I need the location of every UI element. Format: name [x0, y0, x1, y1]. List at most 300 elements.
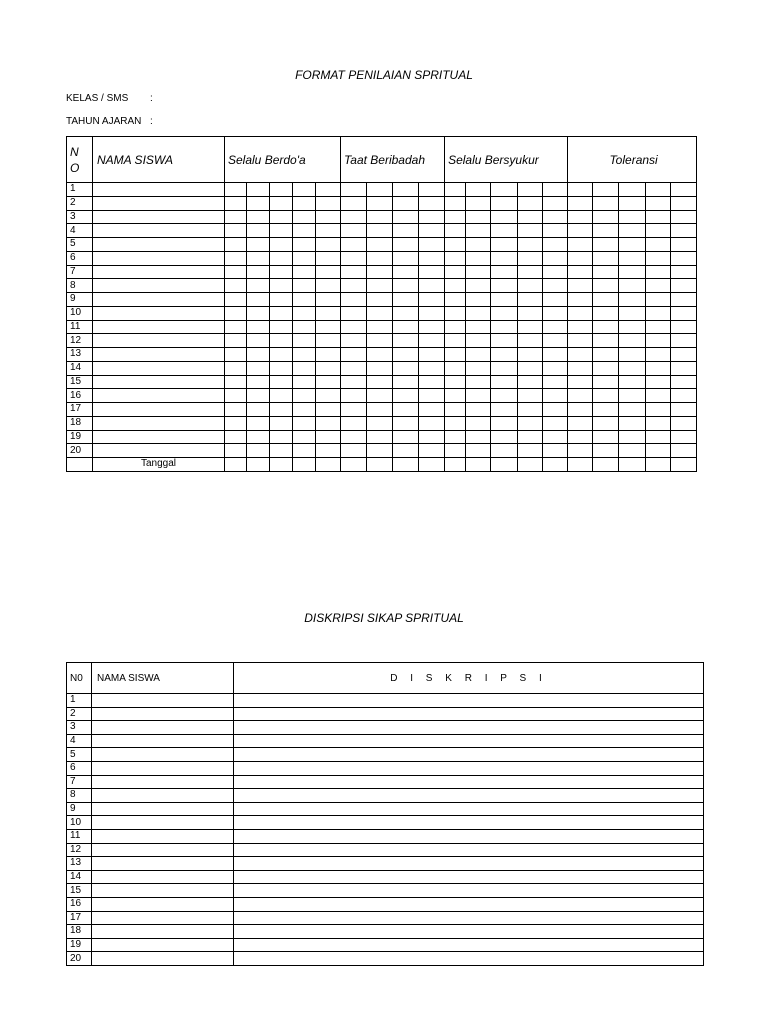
score-cell [316, 293, 341, 307]
score-cell [316, 361, 341, 375]
kelas-colon: : [150, 93, 153, 104]
score-cell [543, 196, 568, 210]
score-cell [466, 444, 491, 458]
score-cell [619, 375, 646, 389]
score-cell [393, 183, 419, 197]
score-cell [316, 265, 341, 279]
row-number: 4 [67, 224, 93, 238]
score-cell [316, 334, 341, 348]
score-cell [518, 389, 543, 403]
score-cell [419, 293, 445, 307]
score-cell [293, 430, 316, 444]
score-cell [466, 238, 491, 252]
description-row [67, 748, 704, 762]
student-name-cell [92, 721, 234, 735]
description-cell [234, 816, 704, 830]
score-cell [671, 375, 697, 389]
description-row [67, 775, 704, 789]
score-cell [445, 320, 466, 334]
score-cell [593, 183, 619, 197]
score-cell [270, 320, 293, 334]
score-cell [367, 320, 393, 334]
score-cell [646, 416, 671, 430]
score-cell [419, 265, 445, 279]
row-number: 11 [67, 829, 92, 843]
score-cell [646, 320, 671, 334]
row-number: 19 [67, 430, 93, 444]
assessment-table [66, 136, 697, 472]
score-cell [466, 196, 491, 210]
score-cell [225, 348, 247, 362]
description-cell [234, 952, 704, 966]
assessment-row [67, 416, 697, 430]
score-cell [646, 293, 671, 307]
score-cell [445, 251, 466, 265]
score-cell [593, 251, 619, 265]
score-cell [568, 279, 593, 293]
score-cell [225, 430, 247, 444]
score-cell [543, 224, 568, 238]
score-cell [419, 416, 445, 430]
score-cell [619, 293, 646, 307]
score-cell [225, 279, 247, 293]
assessment-row [67, 320, 697, 334]
score-cell [270, 389, 293, 403]
score-cell [518, 210, 543, 224]
description-row [67, 707, 704, 721]
score-cell [270, 210, 293, 224]
score-cell [593, 306, 619, 320]
score-cell [619, 251, 646, 265]
score-cell [619, 416, 646, 430]
student-name-cell [93, 320, 225, 334]
score-cell [491, 361, 518, 375]
score-cell [419, 238, 445, 252]
description-row [67, 911, 704, 925]
score-cell [419, 430, 445, 444]
score-cell [419, 334, 445, 348]
score-cell [225, 375, 247, 389]
score-cell [316, 375, 341, 389]
header-nama-siswa: NAMA SISWA [92, 663, 234, 694]
score-cell [568, 320, 593, 334]
row-number: 2 [67, 707, 92, 721]
score-cell [341, 320, 367, 334]
student-name-cell [93, 196, 225, 210]
score-cell [593, 210, 619, 224]
score-cell [393, 265, 419, 279]
score-cell [518, 334, 543, 348]
score-cell [543, 348, 568, 362]
score-cell [518, 251, 543, 265]
score-cell [247, 224, 270, 238]
score-cell [619, 183, 646, 197]
student-name-cell [92, 952, 234, 966]
score-cell [593, 238, 619, 252]
score-cell [393, 458, 419, 472]
score-cell [247, 375, 270, 389]
score-cell [619, 238, 646, 252]
score-cell [293, 238, 316, 252]
description-cell [234, 707, 704, 721]
score-cell [445, 361, 466, 375]
score-cell [593, 293, 619, 307]
student-name-cell [93, 306, 225, 320]
student-name-cell [92, 911, 234, 925]
row-number: 10 [67, 306, 93, 320]
score-cell [293, 265, 316, 279]
score-cell [619, 361, 646, 375]
score-cell [619, 210, 646, 224]
score-cell [316, 279, 341, 293]
header-selalu-bersyukur: Selalu Bersyukur [445, 137, 568, 183]
score-cell [671, 348, 697, 362]
score-cell [293, 416, 316, 430]
description-table [66, 662, 704, 966]
score-cell [646, 210, 671, 224]
score-cell [225, 320, 247, 334]
score-cell [491, 210, 518, 224]
score-cell [367, 375, 393, 389]
score-cell [316, 210, 341, 224]
score-cell [316, 416, 341, 430]
header-nama-siswa: NAMA SISWA [93, 137, 225, 183]
score-cell [568, 251, 593, 265]
score-cell [543, 265, 568, 279]
score-cell [419, 458, 445, 472]
row-number: 13 [67, 348, 93, 362]
student-name-cell [92, 897, 234, 911]
assessment-header-row [67, 137, 697, 183]
score-cell [466, 403, 491, 417]
row-number: 15 [67, 375, 93, 389]
score-cell [445, 183, 466, 197]
score-cell [593, 375, 619, 389]
score-cell [593, 361, 619, 375]
score-cell [593, 348, 619, 362]
student-name-cell [93, 293, 225, 307]
description-cell [234, 857, 704, 871]
score-cell [491, 238, 518, 252]
score-cell [466, 416, 491, 430]
score-cell [393, 196, 419, 210]
score-cell [568, 334, 593, 348]
score-cell [247, 348, 270, 362]
score-cell [247, 265, 270, 279]
score-cell [646, 224, 671, 238]
student-name-cell [92, 694, 234, 708]
score-cell [316, 238, 341, 252]
row-number: 8 [67, 789, 92, 803]
score-cell [293, 334, 316, 348]
score-cell [671, 210, 697, 224]
row-number: 2 [67, 196, 93, 210]
header-toleransi: Toleransi [568, 137, 697, 183]
score-cell [593, 320, 619, 334]
score-cell [367, 334, 393, 348]
score-cell [543, 183, 568, 197]
score-cell [671, 224, 697, 238]
score-cell [247, 238, 270, 252]
score-cell [393, 430, 419, 444]
kelas-label: KELAS / SMS [66, 93, 129, 104]
score-cell [419, 348, 445, 362]
score-cell [270, 458, 293, 472]
row-number: 11 [67, 320, 93, 334]
score-cell [593, 389, 619, 403]
score-cell [341, 196, 367, 210]
row-number: 20 [67, 444, 93, 458]
score-cell [367, 458, 393, 472]
tanggal-label: Tanggal [93, 458, 225, 472]
score-cell [671, 444, 697, 458]
score-cell [393, 403, 419, 417]
score-cell [225, 361, 247, 375]
score-cell [270, 361, 293, 375]
score-cell [466, 375, 491, 389]
score-cell [568, 458, 593, 472]
score-cell [316, 430, 341, 444]
score-cell [393, 210, 419, 224]
score-cell [543, 403, 568, 417]
student-name-cell [93, 430, 225, 444]
score-cell [247, 444, 270, 458]
score-cell [619, 320, 646, 334]
score-cell [225, 265, 247, 279]
score-cell [466, 334, 491, 348]
student-name-cell [93, 210, 225, 224]
student-name-cell [93, 389, 225, 403]
score-cell [619, 430, 646, 444]
score-cell [518, 196, 543, 210]
score-cell [367, 224, 393, 238]
student-name-cell [93, 403, 225, 417]
description-cell [234, 911, 704, 925]
row-number: 6 [67, 761, 92, 775]
score-cell [247, 416, 270, 430]
assessment-row [67, 279, 697, 293]
score-cell [593, 196, 619, 210]
score-cell [293, 251, 316, 265]
student-name-cell [92, 857, 234, 871]
score-cell [646, 251, 671, 265]
score-cell [568, 389, 593, 403]
student-name-cell [92, 775, 234, 789]
assessment-row [67, 444, 697, 458]
score-cell [568, 183, 593, 197]
score-cell [293, 279, 316, 293]
score-cell [270, 265, 293, 279]
student-name-cell [92, 884, 234, 898]
assessment-title: FORMAT PENILAIAN SPRITUAL [295, 68, 473, 82]
score-cell [225, 196, 247, 210]
score-cell [543, 238, 568, 252]
header-no: N0 [67, 663, 92, 694]
header-no: N O [67, 137, 93, 183]
score-cell [593, 265, 619, 279]
score-cell [593, 279, 619, 293]
score-cell [247, 458, 270, 472]
score-cell [646, 306, 671, 320]
score-cell [367, 279, 393, 293]
score-cell [247, 320, 270, 334]
tahun-ajaran-label: TAHUN AJARAN [66, 116, 142, 127]
score-cell [393, 389, 419, 403]
row-number: 16 [67, 897, 92, 911]
score-cell [518, 375, 543, 389]
score-cell [619, 265, 646, 279]
score-cell [466, 389, 491, 403]
tahun-ajaran-colon: : [150, 116, 153, 127]
score-cell [619, 334, 646, 348]
kelas-line [66, 93, 153, 104]
score-cell [247, 183, 270, 197]
score-cell [341, 334, 367, 348]
student-name-cell [92, 748, 234, 762]
student-name-cell [92, 870, 234, 884]
score-cell [619, 306, 646, 320]
score-cell [593, 224, 619, 238]
score-cell [518, 416, 543, 430]
score-cell [341, 293, 367, 307]
score-cell [341, 265, 367, 279]
score-cell [568, 210, 593, 224]
score-cell [646, 196, 671, 210]
score-cell [341, 183, 367, 197]
score-cell [593, 334, 619, 348]
score-cell [367, 430, 393, 444]
score-cell [671, 320, 697, 334]
score-cell [491, 251, 518, 265]
score-cell [393, 320, 419, 334]
description-cell [234, 884, 704, 898]
assessment-row [67, 210, 697, 224]
score-cell [270, 238, 293, 252]
description-cell [234, 775, 704, 789]
description-cell [234, 721, 704, 735]
score-cell [270, 196, 293, 210]
score-cell [393, 361, 419, 375]
score-cell [225, 251, 247, 265]
description-cell [234, 829, 704, 843]
score-cell [393, 375, 419, 389]
score-cell [445, 210, 466, 224]
score-cell [671, 334, 697, 348]
score-cell [341, 375, 367, 389]
score-cell [518, 279, 543, 293]
score-cell [491, 430, 518, 444]
score-cell [225, 334, 247, 348]
score-cell [518, 265, 543, 279]
score-cell [419, 224, 445, 238]
score-cell [543, 361, 568, 375]
score-cell [518, 403, 543, 417]
score-cell [466, 306, 491, 320]
student-name-cell [92, 843, 234, 857]
description-row [67, 789, 704, 803]
score-cell [316, 251, 341, 265]
score-cell [445, 196, 466, 210]
row-number: 14 [67, 361, 93, 375]
score-cell [619, 389, 646, 403]
score-cell [225, 458, 247, 472]
score-cell [225, 293, 247, 307]
score-cell [466, 251, 491, 265]
description-row [67, 870, 704, 884]
score-cell [419, 306, 445, 320]
score-cell [568, 361, 593, 375]
score-cell [491, 458, 518, 472]
description-row [67, 843, 704, 857]
score-cell [270, 403, 293, 417]
score-cell [367, 361, 393, 375]
score-cell [568, 293, 593, 307]
score-cell [367, 251, 393, 265]
score-cell [568, 430, 593, 444]
description-row [67, 829, 704, 843]
score-cell [671, 196, 697, 210]
score-cell [518, 238, 543, 252]
row-number: 9 [67, 802, 92, 816]
score-cell [543, 458, 568, 472]
row-number: 4 [67, 734, 92, 748]
score-cell [619, 348, 646, 362]
description-cell [234, 802, 704, 816]
score-cell [393, 238, 419, 252]
row-number: 12 [67, 334, 93, 348]
score-cell [247, 196, 270, 210]
score-cell [419, 444, 445, 458]
score-cell [367, 183, 393, 197]
score-cell [367, 293, 393, 307]
description-row [67, 734, 704, 748]
assessment-row [67, 375, 697, 389]
score-cell [293, 306, 316, 320]
score-cell [646, 430, 671, 444]
description-row [67, 952, 704, 966]
score-cell [247, 334, 270, 348]
score-cell [466, 458, 491, 472]
score-cell [341, 430, 367, 444]
description-cell [234, 748, 704, 762]
score-cell [491, 389, 518, 403]
score-cell [491, 183, 518, 197]
score-cell [316, 320, 341, 334]
description-cell [234, 761, 704, 775]
score-cell [270, 416, 293, 430]
score-cell [671, 416, 697, 430]
student-name-cell [92, 802, 234, 816]
score-cell [491, 348, 518, 362]
assessment-row [67, 403, 697, 417]
score-cell [543, 430, 568, 444]
student-name-cell [93, 444, 225, 458]
score-cell [270, 306, 293, 320]
student-name-cell [93, 375, 225, 389]
description-row [67, 721, 704, 735]
student-name-cell [93, 416, 225, 430]
score-cell [341, 279, 367, 293]
score-cell [466, 293, 491, 307]
row-number: 9 [67, 293, 93, 307]
score-cell [466, 265, 491, 279]
score-cell [445, 389, 466, 403]
row-number: 1 [67, 694, 92, 708]
score-cell [293, 375, 316, 389]
score-cell [646, 458, 671, 472]
score-cell [518, 293, 543, 307]
score-cell [419, 279, 445, 293]
